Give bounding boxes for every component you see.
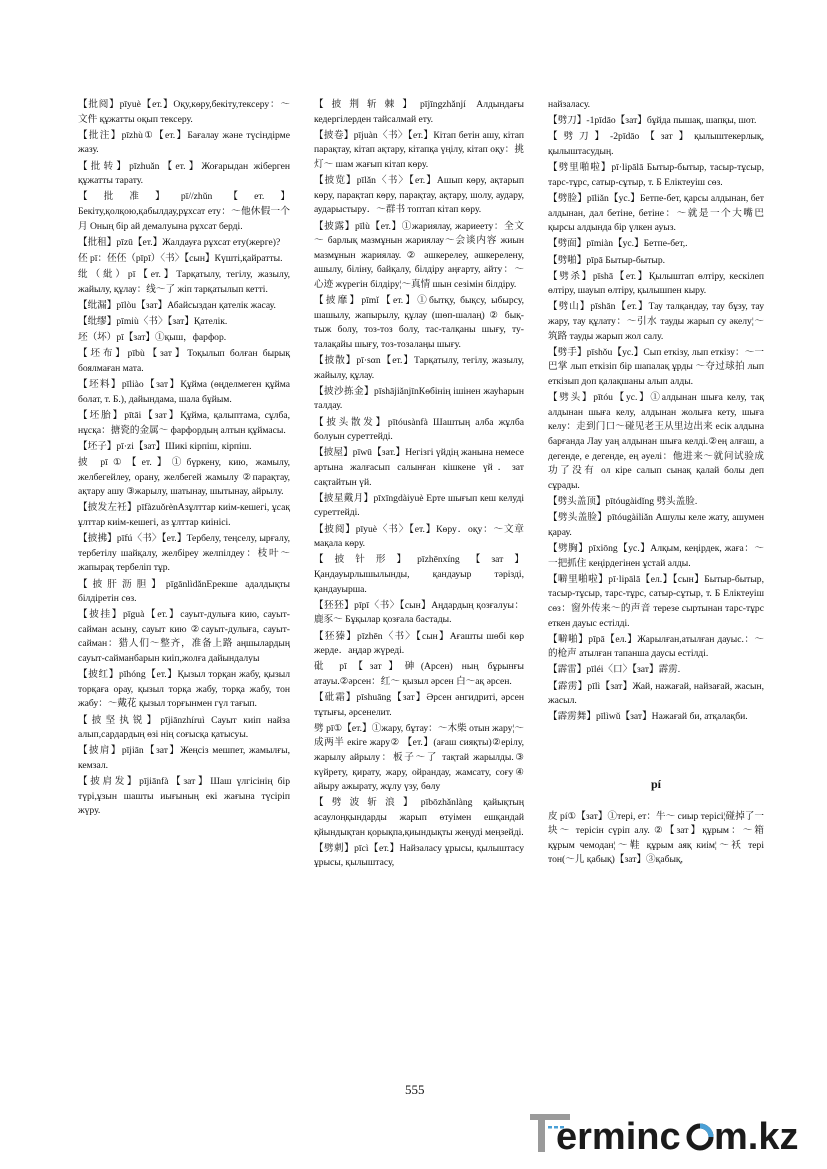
dictionary-entry: 【砒霜】pīshuāng【зат】Әрсен әнгидриті, әрсен тұтығы, әрсенелит. (314, 692, 524, 718)
dictionary-entry: 【披靡】pīmǐ【ет.】①бытқу, бықсу, ыбырсу, шашылу, жапырылу, құлау (шөп-шалаң) ② бық-тыж болу, тоз-тоз болу, тас-талқаны шығу, ту-талақайы шығу, тоз-тозалаңы шығу. (314, 295, 524, 350)
dictionary-entry: 【批转】pīzhuǎn【ет.】Жоғарыдан жіберген құжатты тарату. (78, 160, 290, 187)
dictionary-entry: 【披屋】pīwū【зат.】Негізгі үйдің жанына немесе артына жалғасып салынған кішкене үй．зат сақтайтын үй. (314, 447, 524, 488)
dictionary-entry: 纰（紕）pī【ет.】Тарқатылу, тегілу, жазылу, жайылу, құлау：线～了 жіп тарқатылып кетті. (78, 269, 290, 295)
dictionary-entry: 坯（坏）pī【зат】①қыш，фарфор. (78, 332, 227, 344)
dictionary-entry: 【劈山】pīshān【ет.】Тау талқандау, тау бұзу, тау жару, тау құлату：～引水 тауды жарып су әкелу¦～筑路 тауды жарып жол салу. (548, 301, 764, 342)
dictionary-entry: 伾 pī：伾伾（pīpī）〈书〉【сын】Күшті,қайратты. (78, 252, 283, 264)
dictionary-entry: 【劈手】pīshǒu【ус.】Сып еткізу, лып еткізу：～一巴掌 лып еткізіп бір шапалақ ұрды ～夺过球拍 лып еткізып доп қалақшаны алып алды. (548, 346, 764, 388)
dictionary-entry: 【噼里啪啦】pī·lipālā【ел.】【сын】Бытыр-бытыр, тасыр-тұсыр, тарс-тұрс, сатыр-сұтыр, т. Б Еліктеуіш сөз：窗外传来～的声音 терезе сыртынан тарс-тұрс еткен дауыс естілді. (548, 573, 764, 629)
svg-text:m.kz: m.kz (714, 1116, 799, 1156)
dictionary-entry: 【披针形】pīzhēnxíng【зат】Қандауырлышылынды, қандауыр тәрізді, қандауырша. (314, 554, 524, 595)
page-number: 555 (405, 1082, 425, 1097)
dictionary-entry: 【批准】pī//zhǔn【ет.】Бекіту,қолқою,қабылдау,рұхсат ету：～他休假一个月 Оның бір ай демалуына рұхсат берді. (78, 191, 290, 232)
dictionary-entry: 【披览】pīlǎn〈书〉【ет.】Ашып көру, ақтарып көру, парақтап көру, парақтау, ақтару, шолу, аудару, аударыстыру．～群书 топтап кітап көру. (314, 175, 524, 216)
dictionary-entry: 【披沙拣金】pīshājiǎnjīnКөбінің ішінен жауһарын талдау. (314, 385, 524, 412)
dictionary-entry: 【披头散发】pītóusànfà Шаштың алба жұлба болуын суреттейді. (314, 416, 524, 443)
dictionary-entry: 【披肩】pījiān【зат】Жеңсіз мешпет, жамылғы, кемзал. (78, 745, 290, 771)
dictionary-entry: 【批租】pīzū【ет.】Жалдауға рұхсат ету(жерге)? (78, 236, 281, 248)
dictionary-entry: 【劈刺】pīcì【ет.】Найзаласу ұрысы, қылыштасу ұрысы, қылыштасу, (314, 842, 524, 869)
dictionary-entry: найзаласу. (548, 99, 591, 110)
dictionary-entry: 【狉獉】pīzhēn〈书〉【сын】Ағашты шөбі көр жерде．аңдар жүреді. (314, 630, 524, 657)
dictionary-entry: 【霹雷】pīléi〈口〉【зат】霹雳. (548, 664, 681, 676)
dictionary-entry: 【劈头】pītóu【ус.】①алдынан шыға келу, тақ алдынан шыға келу, алдынан жолыға кету, шыға келу：走到门口～碰见老王从里边出来 есік алдына барғанда Лау уаң алдынан шыға келді.②ең алғаш, а дегенде, е дегенде, ең әуелі：他进来～就问试验成功了没有 ол кіре салып сынақ қалай болы деп сұрады. (548, 392, 764, 491)
dictionary-entry: 【披阅】pīyuè〈书〉【ет.】Көру．оқу：～文章 мақала көру. (314, 523, 524, 550)
dictionary-entry: 【披红】pīhóng【ет.】Қызыл торқан жабу, қызыл торқаға орау, қызыл торқа жабу, торқа жабу, тон жабу：～戴花 қызыл торғынмен гүл тағып. (78, 669, 290, 710)
dictionary-entry: 【劈刀】-1pīdāo【зат】бұйда пышақ, шапқы, шот. (548, 115, 757, 127)
dictionary-entry: 【披星戴月】pīxīngdàiyuè Ерте шығып кеш келуді суреттейді. (314, 492, 524, 519)
dictionary-entry: 【劈啪】pīpā Бытыр-бытыр. (548, 254, 666, 266)
dictionary-entry: 【披坚执锐】pījiānzhíruì Сауыт киіп найза алып,сардардың өзі нің соғысқа қатысуы. (78, 714, 290, 741)
dictionary-entry: 【坯料】pīliào【зат】Құйма (өңделмеген құйма болат, т. Б.), дайындама, шала бұйым. (78, 379, 290, 405)
dictionary-entry: 【纰缪】pīmiù〈书〉【зат】Қателік. (78, 316, 228, 328)
dictionary-entry: 【霹雳舞】pīlìwǔ【зат】Нажағай би, атқалақби. (548, 711, 748, 723)
svg-text:erminc: erminc (556, 1116, 681, 1156)
dictionary-entry: 【噼啪】pīpā【ел.】Жарылған,атылған дауыс.：～的枪声 атылған тапанша даусы естілді. (548, 633, 764, 660)
dictionary-entry: 【披拂】pīfú〈书〉【ет.】Тербелу, теңселу, ырғалу, тербетілу шайқалу, желбіреу желпілдеу：枝叶～ жапырақ тербеліп тұр. (78, 533, 290, 574)
dictionary-entry: 【劈头盖脸】pītóugàiliǎn Ашулы келе жату, ашумен қарау. (548, 512, 764, 538)
logo-o-icon (689, 1126, 711, 1148)
dictionary-entry: 【纰漏】pīlòu【зат】Абайсыздан қателік жасау. (78, 299, 276, 311)
right-column (548, 98, 764, 870)
dictionary-entry: 披 pī①【ет.】①бүркену, кию, жамылу, желбегейлеу, орану, желбегей жамылу ②парақтау, ақтару ашу ③жарылу, шатынау, шытынау, айрылу. (78, 456, 290, 498)
dictionary-entry: 【劈胸】pīxiōng【ус.】Алқым, кеңірдек, жаға：～一把抓住 кеңірдегінен ұстай алды. (548, 542, 764, 569)
dictionary-entry: 【狉狉】pīpī〈书〉【сын】Аңдардың қозғалуы：鹿豕～ Бұқылар қозғала бастады. (314, 599, 524, 626)
dictionary-entry: 【劈刀】-2pīdāo【зат】қылыштекерлық, қылыштасудың. (548, 131, 764, 157)
dictionary-entry: 【劈里啪啦】pī·lipālā Бытыр-бытыр, тасыр-тұсыр, тарс-тұрс, сатыр-сұтыр, т. Б Еліктеуіш сөз. (548, 162, 764, 188)
dictionary-entry: 【批注】pīzhù①【ет.】Бағалау және түсіндірме жазу. (78, 129, 290, 156)
dictionary-entry: 【劈头盖顶】pītóugàidǐng 劈头盖脸. (548, 495, 698, 507)
dictionary-entry: 【坯布】pībù【зат】Тоқылып болған бырық боялмаған мата. (78, 348, 290, 375)
dictionary-entry: 【坯子】pī·zi【зат】Шикі кірпіш, кірпіш. (78, 440, 252, 452)
middle-column (314, 98, 524, 873)
dictionary-entry: 【披挂】pīguà【ет.】сауыт-дулыға кию, сауыт-сайман асыну, сауыт кию ②сауыт-дулыға, сауыт-сайман：猎人们～整齐，准备上路 аңшылардың сауыт-сайманбарын киіп,жолға дайындалуы (78, 609, 290, 665)
dictionary-entry: 【披肝沥胆】pīgānlìdǎnЕрекше адалдықты білдіретін сөз. (78, 578, 290, 605)
dictionary-entry: 【霹雳】pīlì【зат】Жай, нажағай, найзағай, жасын, жасыл. (548, 680, 764, 707)
dictionary-entry: 【披卷】pījuàn〈书〉【ет.】Кітап бетін ашу, кітап парақтау, кітап ақтару, кітапқа үңілу, кітап оқу：挑灯～ шам жағып кітап көру. (314, 129, 524, 170)
dictionary-entry: 【劈波斩浪】pībōzhǎnlàng қайықтың асаулоңқындарды жарып өтуімен ешқандай қйындықтан қорықпа,қиындықты жеңуді меңзейді. (314, 797, 524, 838)
dictionary-entry: 【披发左衽】pīfàzuǒrènАзұлттар киім-кешегі, ұсақ ұлттар киім-кешегі, аз ұлттар киінісі. (78, 502, 290, 528)
dictionary-entry: 【劈杀】pīshā【ет.】Қылыштап өлтіру, кескілеп өлтіру, шауып өлтіру, қылышпен кыру. (548, 270, 764, 297)
dictionary-entry: 【披肩发】pījiānfà【зат】Шаш үлгісінің бір түрі,ұзын шашты иығының екі жағына түсіріп жүру. (78, 776, 290, 817)
dictionary-entry: 皮 pí①【зат】①тері, ет：牛～ сиыр терісі¦碰掉了一块～ терісін сүріп алу. ②【зат】құрым：～箱 құрым чемодан¦～鞋 құрым аяқ киім¦～袄 тері тон(～儿 қабық)【зат】③қабық, (548, 810, 764, 866)
dictionary-entry: 【披荆斩棘】pījīngzhǎnjí Алдындағы кедергілерден тайсалмай ету. (314, 99, 524, 125)
dictionary-entry: 劈 pī①【ет.】①жару, бұтау：～木柴 отын жару¦～成两半 екіге жару② 【ет.】(ағаш сияқты)②ерілу, жарылу айрылу：板子～了 тақтай жарылды.③ күйрету, қирату, жару, ойрандау, жамсату, соғу④ айыру ажырату, жұлу үзу, бөлу (314, 722, 524, 793)
dictionary-entry: 砒 pī【зат】砷(Арсен) ның бұрынғы атауы.②әрсен：红～ қызыл әрсен 白～ақ әрсен. (314, 661, 524, 687)
termincom-logo (530, 1108, 800, 1156)
dictionary-entry: 【劈面】pīmiàn【ус.】Бетпе-бет,. (548, 238, 688, 250)
dictionary-entry: 【披露】pīlù【ет.】①жариялау, жариеету：全文～ барлық мазмұнын жариялау～会谈内容 жиын мазмұнын жариялау. ② әшкерелеу, әшкерелену, ашылу, біліну, байқалу, білдіру аңғарту, айту：～心迹 жүрегін білдіру¦～真情 шын сезімін білдіру. (314, 220, 524, 290)
dictionary-entry: 【披散】pī·sαn【ет.】Тарқатылу, тегілу, жазылу, жайылу, құлау. (314, 355, 524, 381)
section-heading: pí (650, 777, 661, 792)
dictionary-entry: 【劈脸】pīliǎn【ус.】Бетпе-бет, қарсы алдынан, бет алдынан, дал бетіне, бетіне：～就是一个大嘴巴 қырсы алдында бір үлкен ауыз. (548, 192, 764, 234)
dictionary-entry: 【坯胎】pītāi【зат】Құйма, қалыптама, сұлба, нұсқа：搪瓷的金属～ фарфордың алтын құймасы. (78, 410, 290, 436)
dictionary-entry: 【批阅】pīyuè【ет.】Оқу,көру,бекіту,тексеру：～文件 құжатты оқып тексеру. (78, 99, 290, 125)
left-column (78, 98, 290, 821)
